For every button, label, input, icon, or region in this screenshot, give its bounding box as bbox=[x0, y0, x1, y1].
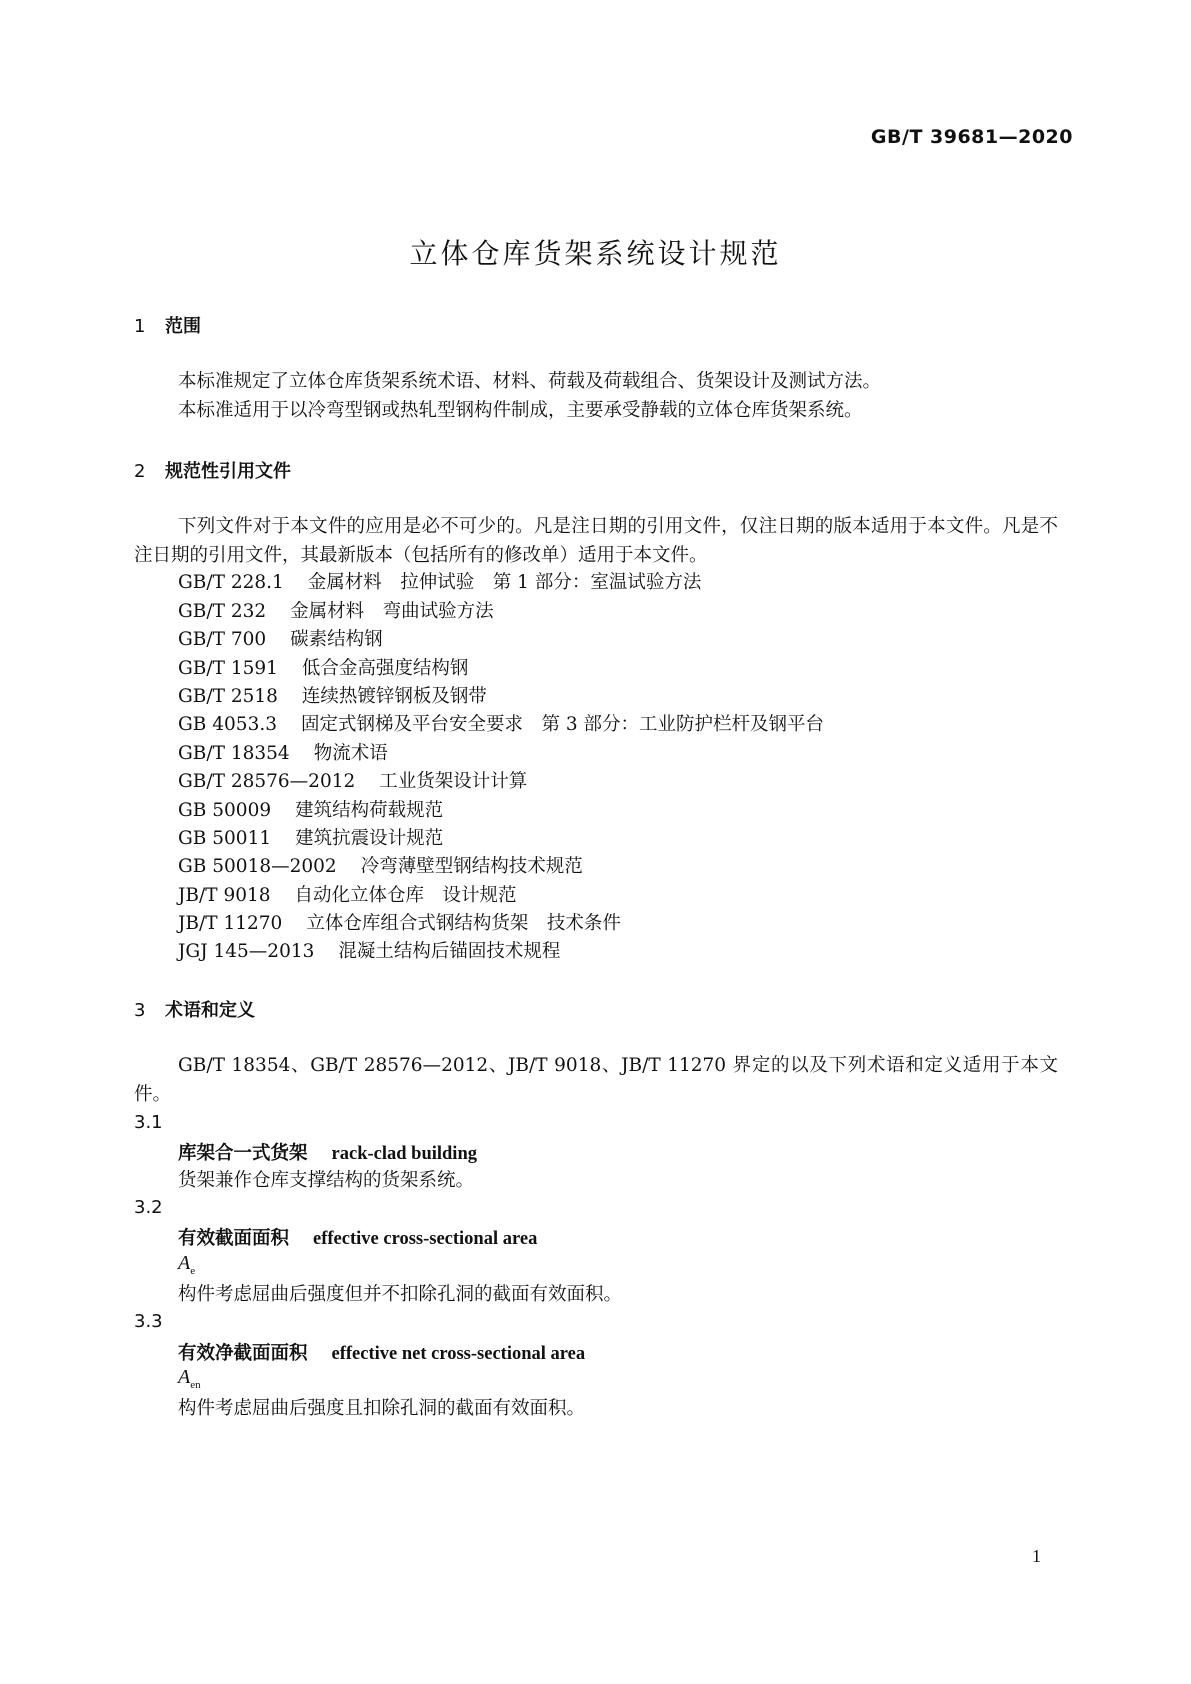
reference-title: 工业货架设计计算 bbox=[379, 771, 528, 792]
clause-number: 3.3 bbox=[134, 1311, 163, 1332]
reference-code: GB/T 2518 bbox=[178, 686, 278, 707]
term-symbol bbox=[178, 1252, 195, 1277]
reference-item bbox=[178, 881, 517, 911]
reference-code: GB 4053.3 bbox=[178, 714, 277, 735]
reference-item bbox=[178, 796, 443, 826]
term-heading bbox=[178, 1224, 537, 1250]
section-title: 范围 bbox=[165, 316, 201, 337]
reference-title: 金属材料 弯曲试验方法 bbox=[290, 601, 494, 622]
term-en: rack-clad building bbox=[331, 1144, 477, 1164]
term-cn: 库架合一式货架 bbox=[178, 1143, 308, 1164]
reference-code: GB 50011 bbox=[178, 828, 272, 849]
section-number: 1 bbox=[134, 316, 146, 337]
reference-title: 立体仓库组合式钢结构货架 技术条件 bbox=[306, 913, 621, 934]
symbol-subscript: e bbox=[190, 1265, 196, 1277]
symbol-letter: A bbox=[178, 1252, 191, 1274]
reference-title: 建筑抗震设计规范 bbox=[295, 828, 444, 849]
document-title: 立体仓库货架系统设计规范 bbox=[409, 237, 782, 270]
clause-number: 3.1 bbox=[134, 1112, 163, 1133]
term-cn: 有效截面面积 bbox=[178, 1228, 290, 1249]
paragraph: 本标准规定了立体仓库货架系统术语、材料、荷载及荷载组合、货架设计及测试方法。 bbox=[178, 371, 882, 392]
reference-item bbox=[178, 852, 583, 882]
reference-item bbox=[178, 597, 494, 627]
reference-item bbox=[178, 767, 527, 797]
reference-item bbox=[178, 625, 383, 655]
symbol-subscript: en bbox=[190, 1379, 201, 1391]
reference-code: GB 50018—2002 bbox=[178, 856, 337, 877]
section-number: 2 bbox=[134, 461, 146, 482]
reference-item bbox=[178, 654, 468, 684]
paragraph: 下列文件对于本文件的应用是必不可少的。凡是注日期的引用文件，仅注日期的版本适用于本文件。凡是不注日期的引用文件，其最新版本（包括所有的修改单）适用于本文件。 bbox=[134, 516, 1058, 566]
reference-code: GB/T 18354 bbox=[178, 743, 290, 764]
section-number: 3 bbox=[134, 1000, 146, 1021]
reference-item bbox=[178, 909, 621, 939]
reference-item bbox=[178, 739, 388, 769]
section-heading-terms bbox=[134, 996, 255, 1022]
term-symbol bbox=[178, 1366, 201, 1391]
reference-code: GB/T 28576—2012 bbox=[178, 771, 356, 792]
reference-code: JGJ 145—2013 bbox=[178, 941, 315, 962]
reference-code: JB/T 11270 bbox=[178, 913, 283, 934]
section-title: 术语和定义 bbox=[165, 1000, 255, 1021]
reference-code: GB/T 700 bbox=[178, 629, 267, 650]
reference-title: 物流术语 bbox=[313, 743, 388, 764]
term-en: effective net cross-sectional area bbox=[331, 1344, 586, 1364]
reference-title: 低合金高强度结构钢 bbox=[301, 658, 469, 679]
term-en: effective cross-sectional area bbox=[313, 1229, 538, 1249]
reference-code: JB/T 9018 bbox=[178, 885, 271, 906]
section-heading-normative-refs bbox=[134, 457, 291, 483]
reference-item bbox=[178, 937, 560, 967]
section-heading-scope bbox=[134, 312, 201, 338]
reference-title: 混凝土结构后锚固技术规程 bbox=[338, 941, 561, 962]
clause-number: 3.2 bbox=[134, 1197, 163, 1218]
reference-item bbox=[178, 824, 443, 854]
term-heading bbox=[178, 1139, 477, 1165]
reference-title: 碳素结构钢 bbox=[290, 629, 383, 650]
reference-item bbox=[178, 710, 824, 740]
reference-title: 冷弯薄壁型钢结构技术规范 bbox=[360, 856, 583, 877]
symbol-letter: A bbox=[178, 1366, 191, 1388]
standard-code: GB/T 39681—2020 bbox=[870, 126, 1073, 148]
reference-title: 固定式钢梯及平台安全要求 第 3 部分：工业防护栏杆及钢平台 bbox=[301, 714, 825, 735]
reference-code: GB 50009 bbox=[178, 800, 272, 821]
page-number: 1 bbox=[1032, 1546, 1041, 1566]
reference-item bbox=[178, 568, 701, 598]
reference-code: GB/T 1591 bbox=[178, 658, 278, 679]
reference-title: 自动化立体仓库 设计规范 bbox=[294, 885, 517, 906]
reference-title: 连续热镀锌钢板及钢带 bbox=[301, 686, 487, 707]
paragraph: 本标准适用于以冷弯型钢或热轧型钢构件制成，主要承受静载的立体仓库货架系统。 bbox=[178, 400, 863, 421]
reference-title: 建筑结构荷载规范 bbox=[295, 800, 444, 821]
paragraph: GB/T 18354、GB/T 28576—2012、JB/T 9018、JB/T 11270 界定的以及下列术语和定义适用于本文件。 bbox=[134, 1055, 1058, 1105]
reference-code: GB/T 228.1 bbox=[178, 572, 284, 593]
reference-code: GB/T 232 bbox=[178, 601, 267, 622]
term-cn: 有效净截面面积 bbox=[178, 1343, 308, 1364]
section-title: 规范性引用文件 bbox=[165, 461, 291, 482]
reference-item bbox=[178, 682, 487, 712]
term-definition: 构件考虑屈曲后强度但并不扣除孔洞的截面有效面积。 bbox=[178, 1284, 623, 1305]
term-definition: 货架兼作仓库支撑结构的货架系统。 bbox=[178, 1170, 475, 1191]
term-heading bbox=[178, 1339, 585, 1365]
term-definition: 构件考虑屈曲后强度且扣除孔洞的截面有效面积。 bbox=[178, 1398, 586, 1419]
reference-title: 金属材料 拉伸试验 第 1 部分：室温试验方法 bbox=[307, 572, 702, 593]
